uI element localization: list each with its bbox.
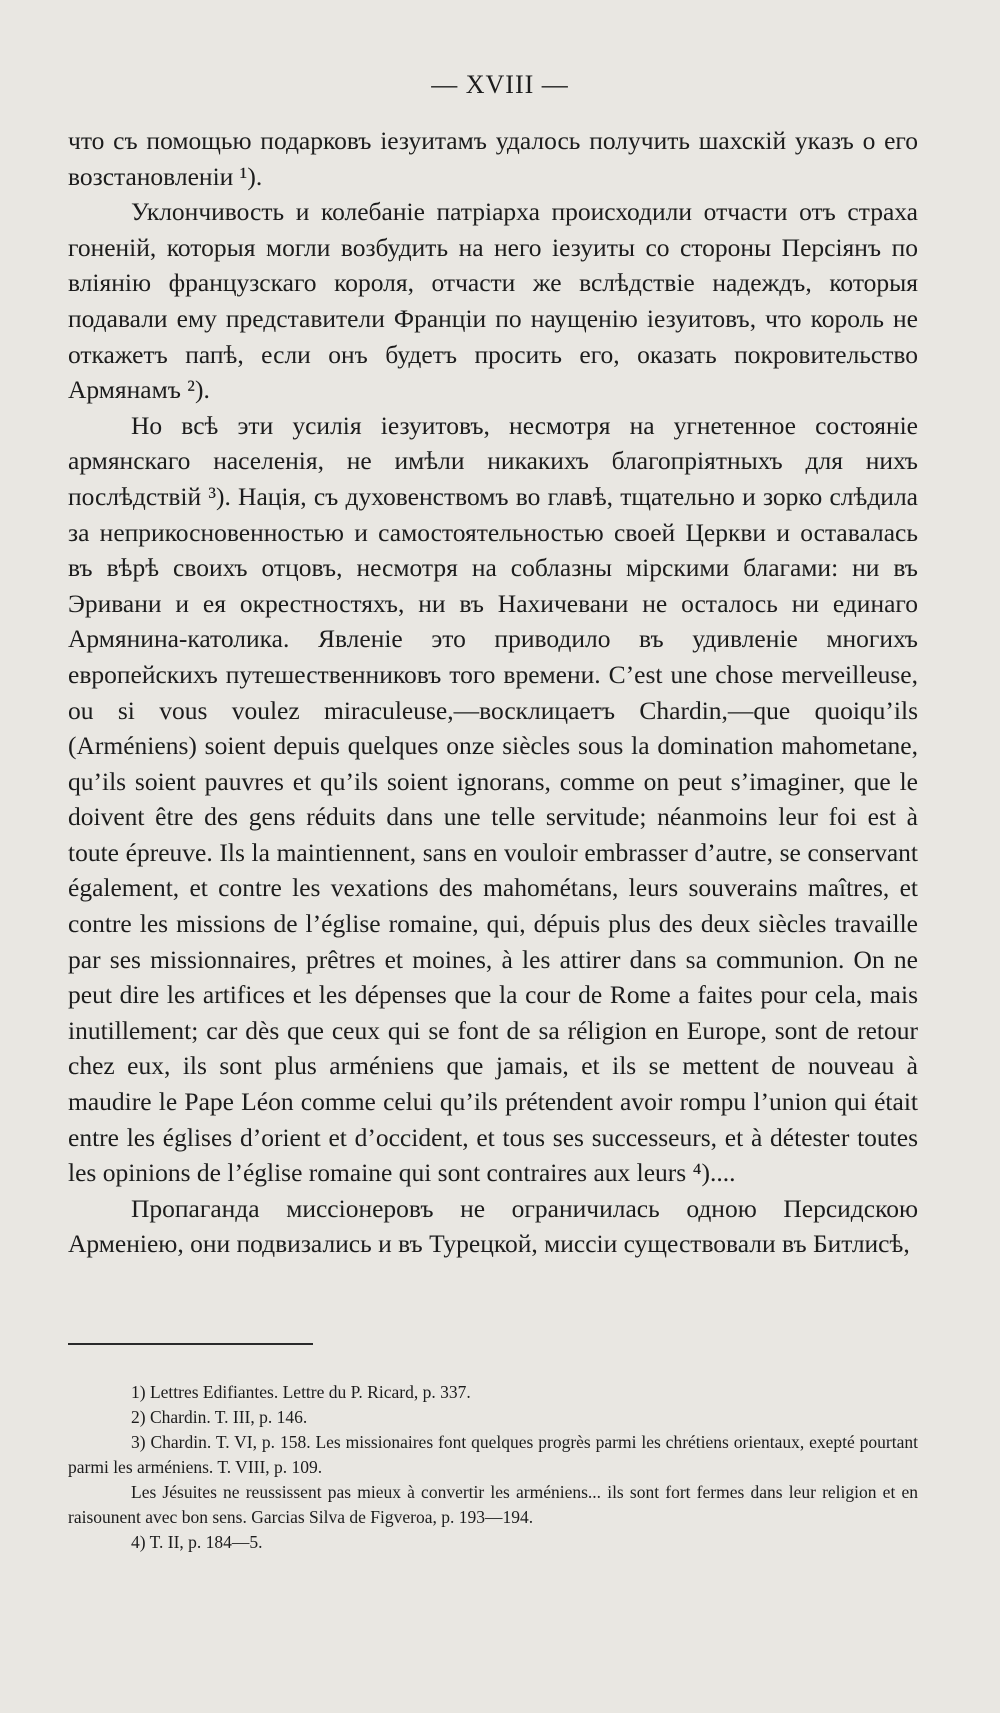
body-text	[68, 123, 918, 1262]
paragraph: Уклончивость и колебанiе патрiарха происходили отчасти отъ страха гоненiй, которыя могли возбудить на него iезуиты со стороны Персiянъ по влiянiю французскаго короля, отчасти же вслѣдствiе надеждъ, которыя подавали ему представители Францiи по наущенiю iезуитовъ, что король не откажетъ папѣ, если онъ будетъ просить его, оказать покровительство Армянамъ ²).	[68, 197, 918, 405]
footnote: 2) Chardin. T. III, p. 146.	[131, 1407, 308, 1427]
footnote: 3) Chardin. T. VI, p. 158. Les missionaires font quelques progrès parmi les chrétiens orientaux, exepté pourtant parmi les arméniens. T. VIII, p. 109.	[68, 1432, 918, 1477]
footnote: 1) Lettres Edifiantes. Lettre du P. Ricard, p. 337.	[131, 1382, 471, 1402]
footnote: Les Jésuites ne reussissent pas mieux à convertir les arméniens... ils sont fort fermes dans leur religion et en raisounent avec bon sens. Garcias Silva de Figveroa, p. 193—194.	[68, 1482, 918, 1527]
paragraph: что съ помощью подарковъ iезуитамъ удалось получить шахскiй указъ о его возстановленiи ¹).	[68, 126, 918, 191]
footnotes	[68, 1380, 918, 1555]
paragraph: Пропаганда миссiонеровъ не ограничилась одною Персидскою Арменiею, они подвизались и въ Турецкой, миссiи существовали въ Битлисѣ,	[68, 1193, 918, 1259]
paragraph: Но всѣ эти усилiя iезуитовъ, несмотря на угнетенное состоянiе армянскаго населенiя, не имѣли никакихъ благопрiятныхъ для нихъ послѣдствiй ³). Нацiя, съ духовенствомъ во главѣ, тщательно и зорко слѣдила за неприкосновенностью и самостоятельностью своей Церкви и оставалась въ вѣрѣ своихъ отцовъ, несмотря на соблазны мiрскими благами: ни въ Эривани и ея окрестностяхъ, ни въ Нахичевани не осталось ни единаго Армянина-католика. Явленiе это приводило въ удивленiе многихъ европейскихъ путешественниковъ того времени. C’est une chose merveilleuse, ou si vous voulez miraculeuse,—восклицаетъ Chardin,—que quoiqu’ils (Arméniens) soient depuis quelques onze siècles sous la domination mahometane, qu’ils soient pauvres et qu’ils soient ignorans, comme on peut s’imaginer, que le doivent être des gens réduits dans une telle servitude; néanmoins leur foi est à toute épreuve. Ils la maintiennent, sans en vouloir embrasser d’autre, se conservant également, et contre les vexations des mahométans, leurs souverains maîtres, et contre les missions de l’église romaine, qui, dépuis plus des deux siècles travaille par ses missionnaires, prêtres et moines, à les attirer dans sa communion. On ne peut dire les artifices et les dépenses que la cour de Rome a faites pour cela, mais inutillement; car dès que ceux qui se font de sa réligion en Europe, sont de retour chez eux, ils sont plus arméniens que jamais, et ils se mettent de nouveau à maudire le Pape Léon comme celui qu’ils prétendent avoir rompu l’union qui était entre les églises d’orient et d’occident, et tous ses successeurs, et à détester toutes les opinions de l’église romaine qui sont contraires aux leurs ⁴)....	[68, 410, 918, 1188]
footnote-separator	[68, 1343, 313, 1345]
page-number: — XVIII —	[431, 70, 569, 99]
footnote: 4) T. II, p. 184—5.	[131, 1532, 263, 1552]
